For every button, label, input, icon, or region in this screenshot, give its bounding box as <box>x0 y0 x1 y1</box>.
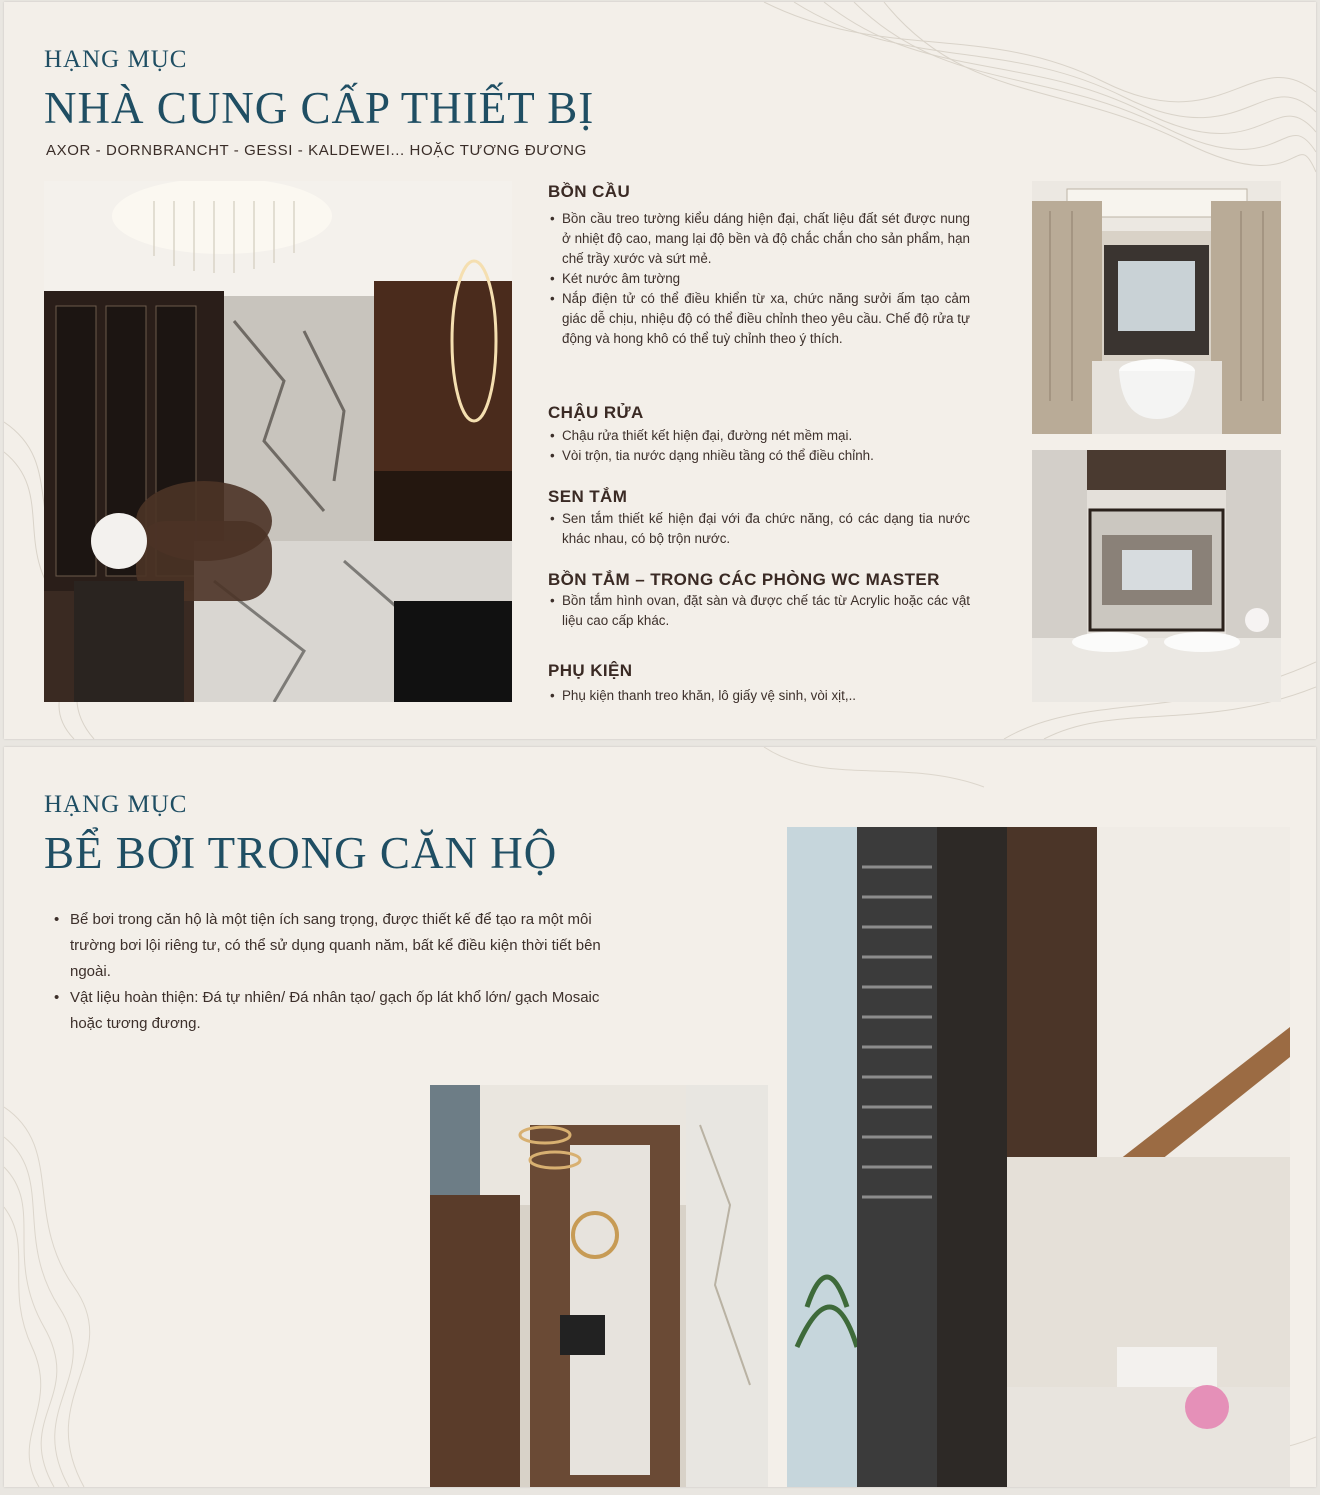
brand-subtitle: AXOR - DORNBRANCHT - GESSI - KALDEWEI... HOẶC TƯƠNG ĐƯƠNG <box>46 142 587 159</box>
slide-equipment-suppliers <box>4 2 1316 739</box>
sink-list <box>550 426 970 466</box>
bathtub-list <box>550 591 970 631</box>
toilet-list <box>550 209 970 349</box>
section-heading-accessories: PHỤ KIỆN <box>548 661 633 680</box>
list-item: • Vật liệu hoàn thiện: Đá tự nhiên/ Đá nhân tạo/ gạch ốp lát khổ lớn/ gạch Mosaic hoặc tương đương. <box>54 985 614 1037</box>
pool-description-list <box>54 907 614 1037</box>
shower-list <box>550 509 970 549</box>
list-item: • Bồn tắm hình ovan, đặt sàn và được chế tác từ Acrylic hoặc các vật liệu cao cấp khác. <box>550 591 970 631</box>
list-item: • Chậu rửa thiết kết hiện đại, đường nét mềm mại. <box>550 426 970 446</box>
list-item: • Két nước âm tường <box>550 269 970 289</box>
section-heading-toilet: BỒN CẦU <box>548 182 631 201</box>
accessories-list <box>550 686 970 706</box>
page-title: NHÀ CUNG CẤP THIẾT BỊ <box>44 83 595 133</box>
page-title: BỂ BƠI TRONG CĂN HỘ <box>44 828 558 878</box>
list-item: • Nắp điện tử có thể điều khiển từ xa, chức năng sưởi ấm tạo cảm giác dễ chịu, nhiệu độ có thể điều chỉnh theo yêu cầu. Chế độ rửa tự động và hong khô có thể tuỳ chỉnh theo ý thích. <box>550 289 970 349</box>
section-heading-shower: SEN TẮM <box>548 487 628 506</box>
living-pool-photo <box>430 1085 768 1487</box>
section-heading-sink: CHẬU RỬA <box>548 403 644 422</box>
list-item: • Vòi trộn, tia nước dạng nhiều tầng có thể điều chỉnh. <box>550 446 970 466</box>
pool-terrace-photo <box>787 827 1290 1487</box>
section-heading-bathtub: BỒN TẮM – TRONG CÁC PHÒNG WC MASTER <box>548 570 940 589</box>
slide-indoor-pool <box>4 747 1316 1487</box>
list-item: • Phụ kiện thanh treo khăn, lô giấy vệ sinh, vòi xịt,.. <box>550 686 970 706</box>
bathroom-photo <box>44 181 512 702</box>
section-kicker: HẠNG MỤC <box>44 791 188 818</box>
list-item: • Sen tắm thiết kế hiện đại với đa chức năng, có các dạng tia nước khác nhau, có bộ trộn nước. <box>550 509 970 549</box>
vanity-photo <box>1032 450 1281 702</box>
bathtub-room-photo <box>1032 181 1281 434</box>
section-kicker: HẠNG MỤC <box>44 46 188 73</box>
list-item: • Bể bơi trong căn hộ là một tiện ích sang trọng, được thiết kế để tạo ra một môi trường bơi lội riêng tư, có thể sử dụng quanh năm, bất kể điều kiện thời tiết bên ngoài. <box>54 907 614 985</box>
list-item: • Bồn cầu treo tường kiểu dáng hiện đại, chất liệu đất sét được nung ở nhiệt độ cao, mang lại độ bền và độ chắc chắn cho sản phẩm, hạn chế trầy xước và sứt mẻ. <box>550 209 970 269</box>
